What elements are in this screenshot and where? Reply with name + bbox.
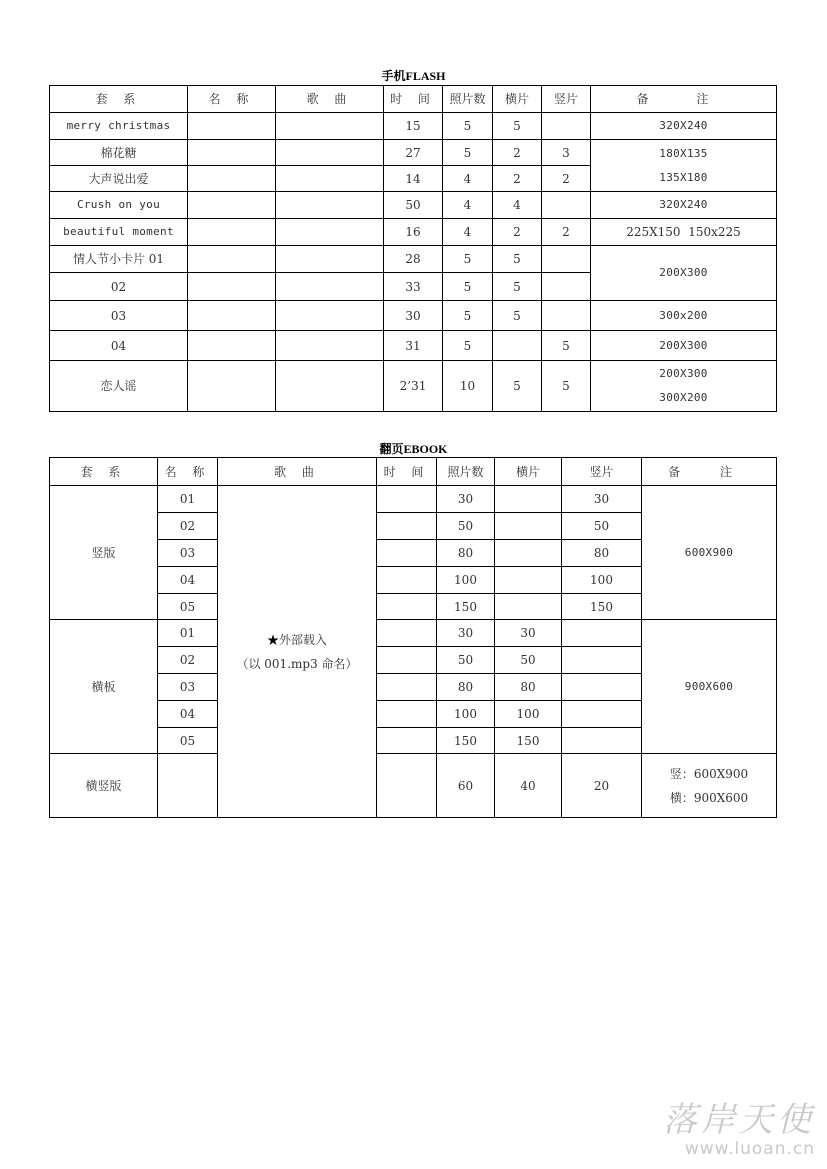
ebook-remark-cell: 900X600: [642, 620, 777, 754]
flash-time-cell: 33: [384, 273, 443, 301]
flash-photos-cell: 4: [443, 166, 493, 192]
ebook-time-cell: [377, 647, 437, 674]
ebook-portrait-cell: 150: [562, 594, 642, 620]
flash-song-cell: [276, 361, 384, 412]
table-row: [50, 113, 777, 140]
flash-portrait-cell: 2: [542, 219, 591, 246]
flash-series-cell: 04: [50, 331, 188, 361]
flash-song-cell: [276, 246, 384, 273]
ebook-song-note-line2: （以 001.mp3 命名）: [236, 656, 358, 671]
ebook-portrait-cell: 50: [562, 513, 642, 540]
flash-song-cell: [276, 273, 384, 301]
flash-time-cell: 16: [384, 219, 443, 246]
ebook-name-cell: 01: [158, 620, 218, 647]
flash-header-photos: 照片数: [443, 86, 493, 113]
flash-name-cell: [188, 219, 276, 246]
flash-landscape-cell: 5: [493, 273, 542, 301]
ebook-photos-cell: 30: [437, 486, 495, 513]
flash-header-portrait: 竖片: [542, 86, 591, 113]
ebook-header-name: 名 称: [158, 458, 218, 486]
flash-remark-cell: 320X240: [591, 113, 777, 140]
flash-header-song: 歌 曲: [276, 86, 384, 113]
flash-remark-line: 135X180: [659, 170, 708, 184]
watermark-url: www.luoan.cn: [684, 1139, 815, 1159]
flash-remark-line: 180X135: [659, 146, 708, 160]
flash-portrait-cell: 5: [542, 331, 591, 361]
ebook-landscape-cell: 150: [495, 728, 562, 754]
flash-remark-cell: 225X150 150x225: [591, 219, 777, 246]
table-row: [50, 754, 777, 818]
ebook-photos-cell: 100: [437, 701, 495, 728]
flash-series-cell: 03: [50, 301, 188, 331]
ebook-landscape-cell: [495, 540, 562, 567]
flash-time-cell: 50: [384, 192, 443, 219]
ebook-landscape-cell: [495, 513, 562, 540]
ebook-photos-cell: 150: [437, 594, 495, 620]
flash-landscape-cell: [493, 331, 542, 361]
flash-series-cell: 大声说出爱: [50, 166, 188, 192]
ebook-header-landscape: 横片: [495, 458, 562, 486]
flash-remark-cell: 320X240: [591, 192, 777, 219]
flash-photos-cell: 4: [443, 192, 493, 219]
flash-photos-cell: 5: [443, 331, 493, 361]
flash-song-cell: [276, 301, 384, 331]
ebook-portrait-cell: 100: [562, 567, 642, 594]
flash-table-title: 手机FLASH: [381, 69, 446, 83]
flash-landscape-cell: 5: [493, 246, 542, 273]
flash-time-cell: 30: [384, 301, 443, 331]
ebook-photos-cell: 60: [437, 754, 495, 818]
table-row: [50, 331, 777, 361]
ebook-remark-line: 横：900X600: [669, 790, 749, 805]
ebook-name-cell: 02: [158, 647, 218, 674]
ebook-series-cell: 横板: [50, 620, 158, 754]
ebook-time-cell: [377, 540, 437, 567]
flash-photos-cell: 4: [443, 219, 493, 246]
flash-landscape-cell: 2: [493, 166, 542, 192]
flash-name-cell: [188, 166, 276, 192]
ebook-song-note-line1: 外部载入: [279, 632, 328, 647]
flash-header-series: 套 系: [50, 86, 188, 113]
flash-series-cell: 恋人谣: [50, 361, 188, 412]
ebook-portrait-cell: [562, 674, 642, 701]
flash-remark-line: 300X200: [659, 391, 708, 404]
ebook-series-cell: 横竖版: [50, 754, 158, 818]
flash-landscape-cell: 5: [493, 361, 542, 412]
ebook-header-photos: 照片数: [437, 458, 495, 486]
flash-portrait-cell: [542, 273, 591, 301]
flash-landscape-cell: 5: [493, 113, 542, 140]
ebook-time-cell: [377, 674, 437, 701]
ebook-photos-cell: 150: [437, 728, 495, 754]
ebook-portrait-cell: 80: [562, 540, 642, 567]
ebook-photos-cell: 30: [437, 620, 495, 647]
ebook-photos-cell: 50: [437, 513, 495, 540]
flash-remark-line: 200X300: [659, 367, 708, 380]
ebook-time-cell: [377, 754, 437, 818]
flash-name-cell: [188, 192, 276, 219]
flash-time-cell: 2’31: [384, 361, 443, 412]
ebook-name-cell: 03: [158, 674, 218, 701]
ebook-name-cell: 04: [158, 567, 218, 594]
ebook-name-cell: 02: [158, 513, 218, 540]
ebook-photos-cell: 80: [437, 540, 495, 567]
ebook-header-series: 套 系: [50, 458, 158, 486]
ebook-header-time: 时 间: [377, 458, 437, 486]
flash-song-cell: [276, 140, 384, 166]
ebook-time-cell: [377, 594, 437, 620]
ebook-time-cell: [377, 486, 437, 513]
flash-name-cell: [188, 361, 276, 412]
flash-remark-cell: 200X300: [591, 246, 777, 301]
table-row: [50, 486, 777, 513]
ebook-landscape-cell: 30: [495, 620, 562, 647]
ebook-header-portrait: 竖片: [562, 458, 642, 486]
ebook-landscape-cell: 80: [495, 674, 562, 701]
table-row: [50, 219, 777, 246]
table-row: [50, 620, 777, 647]
ebook-landscape-cell: 40: [495, 754, 562, 818]
ebook-portrait-cell: 20: [562, 754, 642, 818]
ebook-series-cell: 竖版: [50, 486, 158, 620]
flash-song-cell: [276, 219, 384, 246]
ebook-landscape-cell: [495, 486, 562, 513]
table-row: [50, 301, 777, 331]
flash-landscape-cell: 2: [493, 219, 542, 246]
ebook-header-remark: 备 注: [642, 458, 777, 486]
flash-header-landscape: 横片: [493, 86, 542, 113]
flash-time-cell: 28: [384, 246, 443, 273]
flash-header-name: 名 称: [188, 86, 276, 113]
flash-time-cell: 15: [384, 113, 443, 140]
ebook-header-row: [50, 458, 777, 486]
watermark-logo: 落岸天使: [663, 1100, 815, 1140]
flash-series-cell: 棉花糖: [50, 140, 188, 166]
ebook-name-cell: 01: [158, 486, 218, 513]
flash-portrait-cell: [542, 113, 591, 140]
flash-photos-cell: 5: [443, 301, 493, 331]
ebook-landscape-cell: [495, 567, 562, 594]
table-row: [50, 361, 777, 412]
flash-time-cell: 31: [384, 331, 443, 361]
ebook-time-cell: [377, 620, 437, 647]
flash-remark-cell: [591, 140, 777, 192]
flash-name-cell: [188, 301, 276, 331]
flash-photos-cell: 5: [443, 246, 493, 273]
flash-portrait-cell: [542, 246, 591, 273]
flash-series-cell: beautiful moment: [50, 219, 188, 246]
flash-series-cell: 02: [50, 273, 188, 301]
ebook-name-cell: 05: [158, 594, 218, 620]
flash-song-cell: [276, 166, 384, 192]
flash-name-cell: [188, 273, 276, 301]
ebook-name-cell: 05: [158, 728, 218, 754]
table-row: [50, 192, 777, 219]
table-row: [50, 246, 777, 273]
ebook-table: [49, 457, 777, 818]
flash-time-cell: 27: [384, 140, 443, 166]
ebook-portrait-cell: [562, 620, 642, 647]
ebook-portrait-cell: 30: [562, 486, 642, 513]
flash-portrait-cell: 2: [542, 166, 591, 192]
flash-name-cell: [188, 331, 276, 361]
star-icon: ★: [266, 632, 279, 647]
flash-song-cell: [276, 113, 384, 140]
flash-portrait-cell: [542, 301, 591, 331]
ebook-portrait-cell: [562, 647, 642, 674]
ebook-time-cell: [377, 728, 437, 754]
ebook-portrait-cell: [562, 728, 642, 754]
flash-photos-cell: 5: [443, 273, 493, 301]
flash-series-cell: 情人节小卡片 01: [50, 246, 188, 273]
flash-series-cell: Crush on you: [50, 192, 188, 219]
ebook-name-cell: 03: [158, 540, 218, 567]
ebook-landscape-cell: 50: [495, 647, 562, 674]
flash-header-row: [50, 86, 777, 113]
flash-remark-cell: 300x200: [591, 301, 777, 331]
ebook-header-song: 歌 曲: [218, 458, 377, 486]
flash-portrait-cell: 5: [542, 361, 591, 412]
flash-name-cell: [188, 246, 276, 273]
ebook-photos-cell: 100: [437, 567, 495, 594]
flash-time-cell: 14: [384, 166, 443, 192]
flash-landscape-cell: 5: [493, 301, 542, 331]
ebook-time-cell: [377, 701, 437, 728]
flash-remark-cell: 200X300: [591, 331, 777, 361]
flash-landscape-cell: 4: [493, 192, 542, 219]
ebook-landscape-cell: [495, 594, 562, 620]
ebook-table-title: 翻页EBOOK: [379, 442, 448, 456]
flash-portrait-cell: [542, 192, 591, 219]
watermark: [663, 1092, 815, 1159]
flash-portrait-cell: 3: [542, 140, 591, 166]
flash-song-cell: [276, 331, 384, 361]
ebook-name-cell: 04: [158, 701, 218, 728]
ebook-time-cell: [377, 513, 437, 540]
ebook-remark-cell: 600X900: [642, 486, 777, 620]
flash-series-cell: merry christmas: [50, 113, 188, 140]
flash-landscape-cell: 2: [493, 140, 542, 166]
ebook-photos-cell: 50: [437, 647, 495, 674]
ebook-portrait-cell: [562, 701, 642, 728]
table-row: [50, 140, 777, 166]
flash-table: [49, 85, 777, 412]
flash-photos-cell: 10: [443, 361, 493, 412]
flash-song-cell: [276, 192, 384, 219]
flash-header-time: 时 间: [384, 86, 443, 113]
ebook-remark-line: 竖：600X900: [669, 766, 749, 781]
ebook-song-note: [218, 486, 377, 818]
ebook-photos-cell: 80: [437, 674, 495, 701]
flash-remark-cell: [591, 361, 777, 412]
flash-photos-cell: 5: [443, 113, 493, 140]
flash-photos-cell: 5: [443, 140, 493, 166]
flash-name-cell: [188, 113, 276, 140]
ebook-time-cell: [377, 567, 437, 594]
ebook-remark-cell: [642, 754, 777, 818]
flash-header-remark: 备 注: [591, 86, 777, 113]
ebook-landscape-cell: 100: [495, 701, 562, 728]
flash-name-cell: [188, 140, 276, 166]
ebook-name-cell: [158, 754, 218, 818]
